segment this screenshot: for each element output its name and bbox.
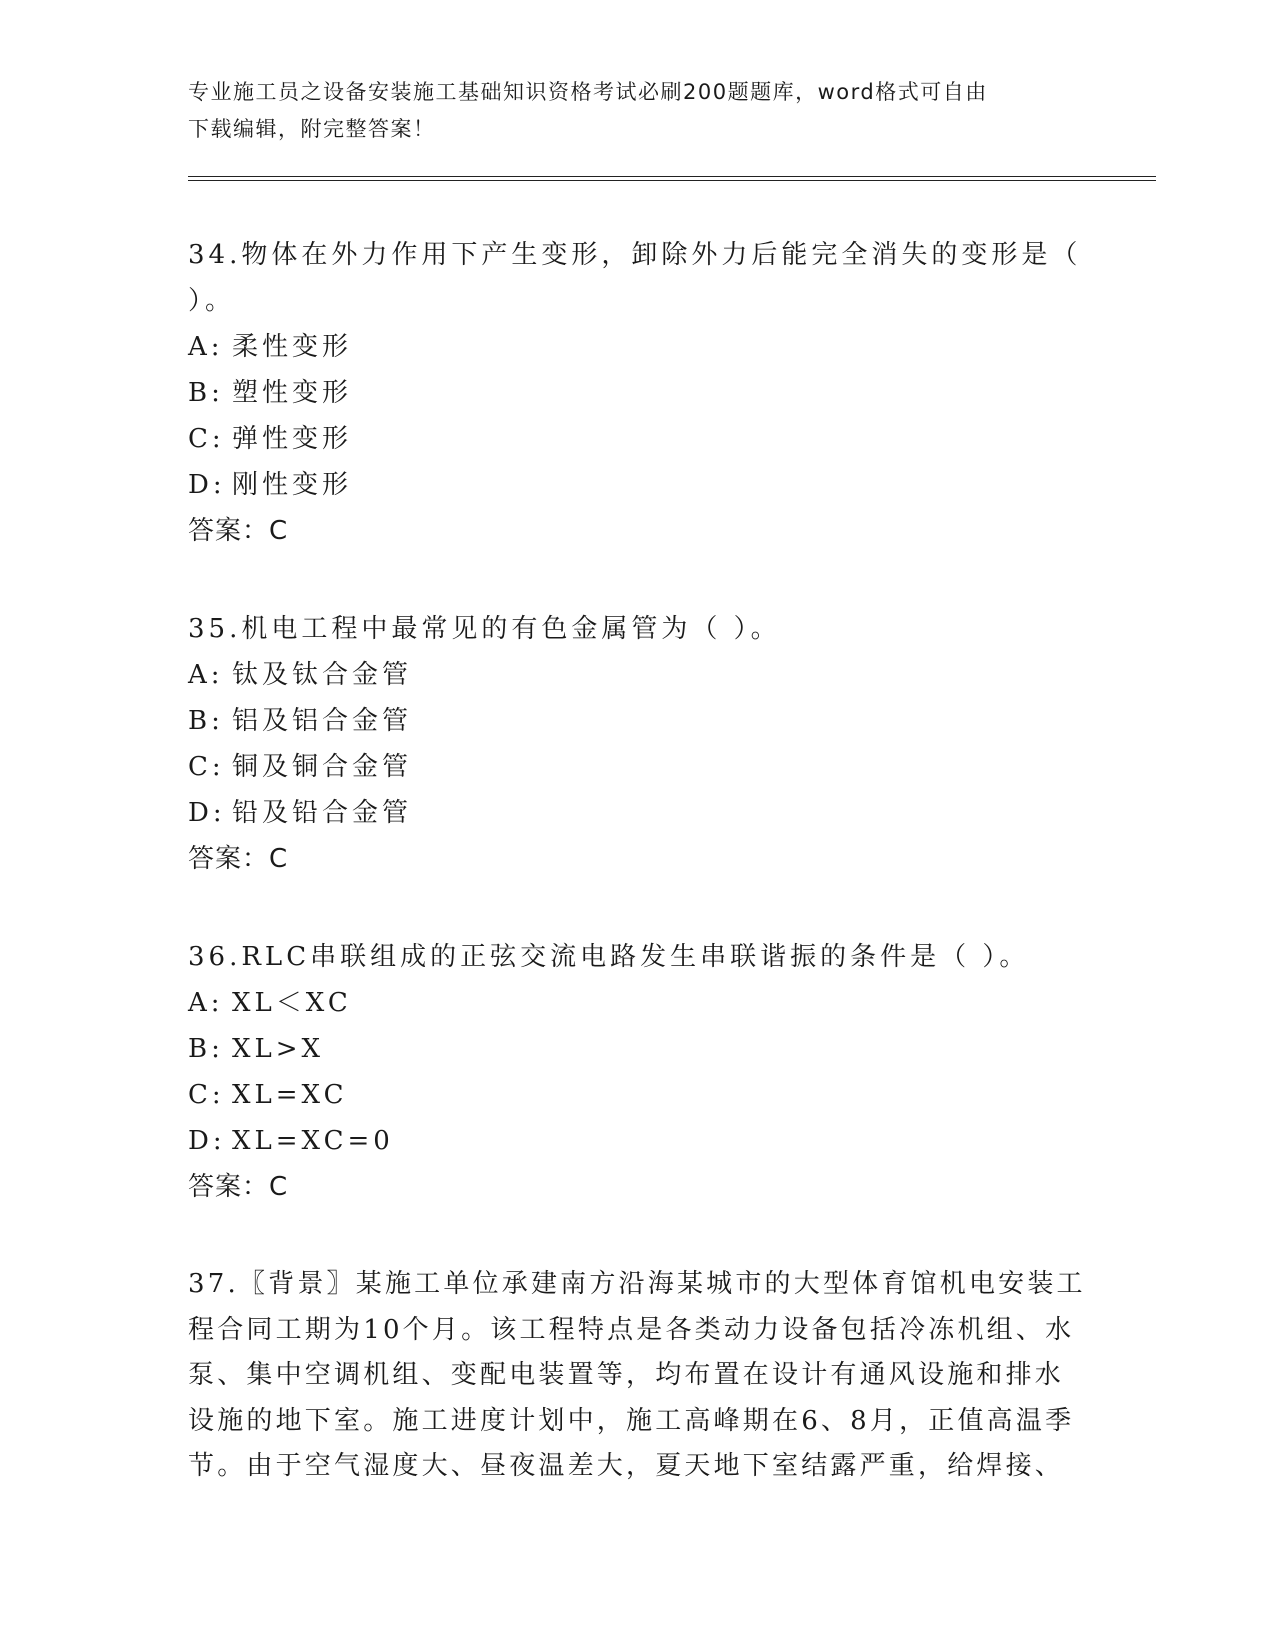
document-body	[188, 232, 1088, 1490]
option-c	[188, 416, 1088, 462]
option-b	[188, 1026, 1088, 1072]
question-stem	[188, 606, 1088, 652]
option-a	[188, 980, 1088, 1026]
option-text: 钛及钛合金管	[232, 660, 413, 690]
stem-line: 34.物体在外力作用下产生变形，卸除外力后能完全消失的变形是（	[188, 240, 1082, 270]
option-key: B:	[188, 1034, 224, 1064]
question-35	[188, 606, 1088, 882]
option-c	[188, 744, 1088, 790]
option-list	[188, 652, 1088, 836]
option-text: 铜及铜合金管	[232, 752, 413, 782]
option-key: A:	[188, 988, 224, 1018]
question-37-background	[188, 1262, 1088, 1490]
paragraph-line: 程合同工期为10个月。该工程特点是各类动力设备包括冷冻机组、水	[188, 1314, 1075, 1345]
option-list	[188, 980, 1088, 1164]
paragraph-line: 节。由于空气湿度大、昼夜温差大，夏天地下室结露严重，给焊接、	[188, 1451, 1065, 1481]
option-b	[188, 698, 1088, 744]
option-key: C:	[188, 752, 225, 782]
header-line-1: 专业施工员之设备安装施工基础知识资格考试必刷200题题库，word格式可自由	[188, 80, 988, 104]
question-stem	[188, 232, 1088, 324]
option-text: XL=XC=0	[232, 1126, 394, 1156]
option-text: 柔性变形	[232, 332, 353, 362]
answer-line: 答案：C	[188, 1172, 289, 1202]
stem-line: 35.机电工程中最常见的有色金属管为（ ）。	[188, 614, 781, 644]
option-text: 铝及铝合金管	[232, 706, 413, 736]
option-d	[188, 1118, 1088, 1164]
option-text: XL>X	[232, 1034, 325, 1064]
stem-line: ）。	[188, 286, 236, 316]
stem-line: 36.RLC串联组成的正弦交流电路发生串联谐振的条件是（ ）。	[188, 942, 1030, 972]
option-d	[188, 790, 1088, 836]
option-text: 刚性变形	[232, 470, 353, 500]
paragraph-line: 设施的地下室。施工进度计划中，施工高峰期在6、8月，正值高温季	[188, 1405, 1075, 1436]
header-divider	[188, 176, 1156, 181]
option-text: XL＜XC	[232, 988, 352, 1018]
paragraph-line: 37.〖背景〗某施工单位承建南方沿海某城市的大型体育馆机电安装工	[188, 1269, 1086, 1299]
question-36	[188, 934, 1088, 1210]
option-d	[188, 462, 1088, 508]
question-34	[188, 232, 1088, 554]
option-list	[188, 324, 1088, 508]
page-header	[188, 74, 1068, 148]
option-key: D:	[188, 798, 226, 828]
option-key: D:	[188, 470, 226, 500]
option-text: 铅及铅合金管	[232, 798, 413, 828]
question-stem	[188, 934, 1088, 980]
option-key: C:	[188, 1080, 225, 1110]
answer-line: 答案：C	[188, 516, 289, 546]
option-c	[188, 1072, 1088, 1118]
option-text: 弹性变形	[232, 424, 353, 454]
paragraph-line: 泵、集中空调机组、变配电装置等，均布置在设计有通风设施和排水	[188, 1360, 1065, 1390]
option-a	[188, 652, 1088, 698]
option-key: D:	[188, 1126, 226, 1156]
option-text: 塑性变形	[232, 378, 353, 408]
header-line-2: 下载编辑，附完整答案！	[188, 117, 436, 141]
option-key: B:	[188, 378, 224, 408]
option-b	[188, 370, 1088, 416]
option-text: XL=XC	[232, 1080, 348, 1110]
option-key: A:	[188, 660, 224, 690]
option-key: C:	[188, 424, 225, 454]
option-a	[188, 324, 1088, 370]
option-key: A:	[188, 332, 224, 362]
option-key: B:	[188, 706, 224, 736]
answer-line: 答案：C	[188, 844, 289, 874]
